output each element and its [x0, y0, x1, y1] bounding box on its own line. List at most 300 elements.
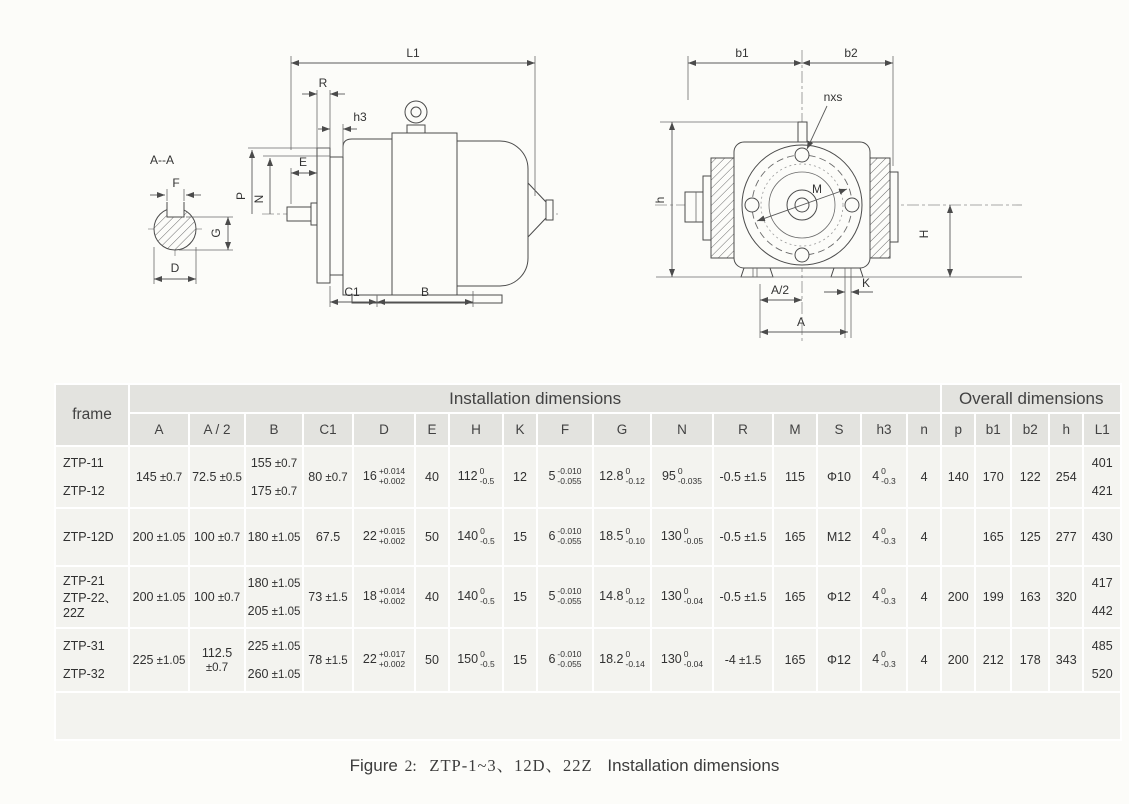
cell-value: 4 [920, 470, 928, 484]
frame-names [63, 569, 128, 625]
table-cell [861, 446, 907, 508]
cell-value: 170 [982, 470, 1004, 484]
table-cell [975, 446, 1011, 508]
frame-name: ZTP-22、22Z [63, 591, 118, 620]
cell-value: 6 -0.010 -0.055 [548, 526, 582, 546]
tolerance-pm: ±0.7 [214, 532, 241, 544]
cell-value: 122 [1019, 470, 1041, 484]
column-header: S [817, 413, 861, 446]
table-cell [245, 566, 303, 628]
table-cell [353, 446, 415, 508]
column-header: A [129, 413, 189, 446]
tolerance-stack: -0.010 -0.055 [557, 649, 582, 669]
tolerance-stack: 0 -0.5 [479, 466, 495, 486]
dual-line [1084, 604, 1120, 618]
cell-value: 100 ±0.7 [193, 590, 241, 604]
frame-name: ZTP-31 [63, 639, 105, 653]
cell-value: 130 0 -0.04 [660, 586, 704, 606]
cell-value: 5 -0.010 -0.055 [548, 466, 582, 486]
tolerance-pm: ±0.7 [271, 458, 298, 470]
column-header: b2 [1011, 413, 1049, 446]
tolerance-pm: ±0.7 [271, 486, 298, 498]
cell-value: 18.5 0 -0.10 [599, 526, 645, 546]
cell-value: 165 [784, 530, 806, 544]
cell-value: 15 [513, 590, 527, 604]
tolerance-stack: 0 -0.5 [480, 649, 495, 669]
cell-value: 442 [1091, 604, 1113, 618]
dual-line [1084, 456, 1120, 470]
column-header: D [353, 413, 415, 446]
table-cell [861, 566, 907, 628]
tolerance-pm: ±1.5 [741, 592, 767, 604]
column-header: h [1049, 413, 1083, 446]
cell-value: 520 [1091, 667, 1113, 681]
cell-value: 401 [1091, 456, 1113, 470]
caption-figure-label: Figure [349, 756, 398, 775]
table-cell [713, 508, 773, 566]
column-header: p [941, 413, 975, 446]
column-header: E [415, 413, 449, 446]
frame-cell [55, 446, 129, 508]
table-cell [651, 508, 713, 566]
table-cell [773, 628, 817, 692]
dim-label-m: M [812, 182, 822, 196]
tolerance-stack: 0 -0.12 [625, 466, 645, 486]
tolerance-pm: ±1.5 [741, 472, 767, 484]
cell-value: 12.8 0 -0.12 [599, 466, 645, 486]
cell-value: 80 ±0.7 [308, 470, 348, 484]
dual-line [1084, 484, 1120, 498]
dim-label-nxs: nxs [823, 90, 843, 104]
column-header: L1 [1083, 413, 1121, 446]
right-foot [831, 268, 863, 277]
header-row-columns [55, 413, 1121, 446]
table-cell [1049, 508, 1083, 566]
cell-value: -0.5 ±1.5 [719, 590, 767, 604]
frame-header: frame [55, 384, 129, 446]
table-cell [1011, 508, 1049, 566]
cell-value: 4 0 -0.3 [872, 649, 896, 669]
table-cell [1083, 446, 1121, 508]
dual-line [246, 576, 302, 590]
table-cell [129, 446, 189, 508]
column-header: H [449, 413, 503, 446]
mounting-flange [317, 148, 330, 283]
table-cell [907, 628, 941, 692]
table-cell [1011, 628, 1049, 692]
table-cell [303, 446, 353, 508]
dual-cell [1084, 571, 1120, 623]
column-header: N [651, 413, 713, 446]
column-header: A / 2 [189, 413, 245, 446]
table-cell [593, 628, 651, 692]
rear-housing [457, 141, 528, 286]
column-header: B [245, 413, 303, 446]
tolerance-stack: 0 -0.04 [683, 649, 704, 669]
cell-value: 112 0 -0.5 [457, 466, 495, 486]
tolerance-stack: 0 -0.035 [677, 466, 702, 486]
table-cell [651, 446, 713, 508]
cell-value: 140 0 -0.5 [457, 586, 495, 606]
cell-value: -4 ±1.5 [724, 653, 762, 667]
table-cell [941, 566, 975, 628]
cell-value: 50 [425, 530, 439, 544]
cell-value: 155 ±0.7 [250, 456, 298, 470]
cell-value: 18.2 0 -0.14 [599, 649, 645, 669]
cell-value: 4 [920, 590, 928, 604]
dual-cell [246, 634, 302, 686]
table-cell [651, 628, 713, 692]
table-cell [941, 508, 975, 566]
dim-label-b: B [420, 285, 430, 299]
tolerance-stack: 0 -0.05 [683, 526, 704, 546]
cell-value: 140 0 -0.5 [457, 526, 495, 546]
table-cell [593, 446, 651, 508]
table-cell [503, 566, 537, 628]
table-cell [449, 628, 503, 692]
tolerance-pm: ±1.05 [268, 532, 301, 544]
tolerance-stack: 0 -0.5 [480, 586, 495, 606]
frame-names [63, 634, 128, 686]
tolerance-stack: +0.017 +0.002 [378, 649, 406, 669]
shaft-section-drawing [148, 153, 233, 284]
table-cell [907, 566, 941, 628]
column-header: G [593, 413, 651, 446]
frame-cell: ZTP-12D [55, 508, 129, 566]
tolerance-stack: 0 -0.5 [480, 526, 495, 546]
cell-value: 125 [1019, 530, 1041, 544]
table-cell [817, 508, 861, 566]
table-cell [773, 446, 817, 508]
dim-label-h-overall: h [653, 196, 667, 204]
cell-value: 200 [947, 653, 969, 667]
dual-line [246, 604, 302, 618]
table-row [55, 628, 1121, 692]
dim-label-r: R [318, 76, 328, 90]
cell-value: 485 [1091, 639, 1113, 653]
cell-value: 200 [947, 590, 969, 604]
column-header: K [503, 413, 537, 446]
dim-label-e: E [298, 155, 308, 169]
dual-line [246, 639, 302, 653]
dimensions-table [54, 383, 1122, 741]
table-cell [975, 566, 1011, 628]
table-cell [651, 566, 713, 628]
cell-value: 40 [425, 470, 439, 484]
cell-value: 150 0 -0.5 [457, 649, 495, 669]
table-cell [503, 508, 537, 566]
table-cell [941, 628, 975, 692]
table-cell [303, 508, 353, 566]
cell-value: 95 0 -0.035 [661, 466, 702, 486]
column-header: F [537, 413, 593, 446]
tolerance-pm: ±1.5 [322, 592, 348, 604]
table-cell [907, 508, 941, 566]
column-header: C1 [303, 413, 353, 446]
cell-value: 6 -0.010 -0.055 [548, 649, 582, 669]
bolt-hole-bottom [795, 248, 809, 262]
table-cell [537, 446, 593, 508]
column-header: n [907, 413, 941, 446]
cell-value: 254 [1055, 470, 1077, 484]
table-cell [415, 628, 449, 692]
table-cell [861, 628, 907, 692]
cell-value: 417 [1091, 576, 1113, 590]
dim-label-k: K [861, 276, 871, 290]
table-cell [449, 566, 503, 628]
overall-dimensions-header: Overall dimensions [941, 384, 1121, 413]
cell-value: 5 -0.010 -0.055 [548, 586, 582, 606]
cell-value: 12 [513, 470, 527, 484]
cell-value: Φ12 [827, 653, 851, 667]
frame-name: ZTP-21 [63, 574, 105, 588]
table-cell [353, 508, 415, 566]
table-cell [593, 566, 651, 628]
dual-line [1084, 639, 1120, 653]
cell-value: 130 0 -0.05 [660, 526, 704, 546]
dim-label-a: A [796, 315, 806, 329]
cell-value: 22 +0.015 +0.002 [362, 526, 406, 546]
table-cell [713, 628, 773, 692]
dual-line [246, 484, 302, 498]
dim-label-a2: A/2 [770, 283, 790, 297]
dual-cell [246, 571, 302, 623]
cell-value: 180 ±1.05 [247, 530, 301, 544]
right-fins [870, 158, 890, 258]
table-cell [303, 628, 353, 692]
cell-value: 175 ±0.7 [250, 484, 298, 498]
cell-value: 100 ±0.7 [193, 530, 241, 544]
installation-dimensions-header: Installation dimensions [129, 384, 941, 413]
table-cell [245, 508, 303, 566]
keyway [167, 202, 184, 217]
cell-value: 421 [1091, 484, 1113, 498]
table-cell [415, 508, 449, 566]
cell-value: 115 [785, 470, 805, 484]
tolerance-stack: 0 -0.14 [625, 649, 645, 669]
cell-value: 112.5 ±0.7 [201, 646, 233, 674]
cell-value: 14.8 0 -0.12 [599, 586, 645, 606]
dim-label-n: N [252, 194, 266, 204]
cell-value: Φ12 [827, 590, 851, 604]
table-cell [593, 508, 651, 566]
table-cell [245, 628, 303, 692]
caption-models: ZTP-1~3、12D、22Z [429, 756, 593, 775]
cell-value: 430 [1091, 530, 1113, 544]
motor-side-view [234, 46, 558, 307]
table-cell [303, 566, 353, 628]
tolerance-pm: ±0.5 [216, 472, 242, 484]
table-cell [817, 566, 861, 628]
table-body [55, 446, 1121, 740]
cell-value: 15 [513, 530, 527, 544]
top-pin [798, 122, 807, 142]
table-cell [189, 628, 245, 692]
tolerance-pm: ±1.05 [268, 641, 301, 653]
table-cell [1049, 628, 1083, 692]
table-cell [1049, 446, 1083, 508]
table-cell [975, 628, 1011, 692]
tolerance-stack: 0 -0.12 [625, 586, 645, 606]
tolerance-pm: ±0.7 [205, 662, 229, 674]
table-cell [1083, 628, 1121, 692]
dim-label-g: G [209, 228, 223, 238]
bolt-hole-top [795, 148, 809, 162]
dual-cell [246, 451, 302, 503]
table-cell [861, 508, 907, 566]
dim-label-b2: b2 [844, 46, 858, 60]
cell-value: 4 0 -0.3 [872, 526, 896, 546]
table-cell [449, 446, 503, 508]
frame-names [63, 451, 128, 503]
motor-front-view [653, 46, 1022, 342]
technical-drawings [0, 0, 1129, 372]
table-cell [773, 566, 817, 628]
dim-label-d: D [170, 261, 180, 275]
dual-line [246, 456, 302, 470]
cell-value: 73 ±1.5 [308, 590, 348, 604]
dim-label-h3: h3 [353, 110, 367, 124]
table-cell [415, 446, 449, 508]
table-cell [353, 566, 415, 628]
dual-line [1084, 576, 1120, 590]
dual-line [1084, 667, 1120, 681]
tolerance-pm: ±0.7 [214, 592, 241, 604]
table-row [55, 446, 1121, 508]
cell-value: 130 0 -0.04 [660, 649, 704, 669]
cell-value: 145 ±0.7 [135, 470, 183, 484]
table-cell [353, 628, 415, 692]
cell-value: 22 +0.017 +0.002 [362, 649, 406, 669]
table-cell [537, 508, 593, 566]
cell-value: 16 +0.014 +0.002 [362, 466, 406, 486]
cell-value: -0.5 ±1.5 [719, 530, 767, 544]
table-cell [129, 628, 189, 692]
frame-cell [55, 566, 129, 628]
tolerance-stack: 0 -0.3 [881, 649, 896, 669]
tolerance-pm: ±1.05 [153, 532, 186, 544]
motor-body [392, 133, 457, 295]
caption-figure-number: 2: [404, 758, 417, 775]
tolerance-stack: +0.014 +0.002 [378, 586, 406, 606]
frame-name: ZTP-32 [63, 667, 105, 681]
frame-cell [55, 628, 129, 692]
tolerance-pm: ±0.7 [156, 472, 183, 484]
dim-label-p: P [234, 191, 248, 201]
tolerance-stack: 0 -0.10 [625, 526, 645, 546]
cell-value: 205 ±1.05 [247, 604, 301, 618]
dim-label-f: F [172, 176, 180, 190]
bolt-hole-left [745, 198, 759, 212]
table-cell [1011, 446, 1049, 508]
shaft [287, 207, 311, 221]
tolerance-stack: +0.015 +0.002 [378, 526, 406, 546]
tolerance-stack: -0.010 -0.055 [557, 466, 582, 486]
frame-name: ZTP-11 [63, 456, 104, 470]
table-cell [975, 508, 1011, 566]
cell-value: 199 [982, 590, 1004, 604]
table-cell [415, 566, 449, 628]
table-cell [1083, 508, 1121, 566]
table-cell [189, 508, 245, 566]
cell-value: 165 [784, 653, 806, 667]
dual-cell [1084, 634, 1120, 686]
table-cell [817, 628, 861, 692]
table-cell [245, 446, 303, 508]
bolt-hole-right [845, 198, 859, 212]
table-cell [503, 446, 537, 508]
dimension-table-wrap [54, 383, 1120, 741]
cell-value: 225 ±1.05 [132, 653, 186, 667]
cell-value: 78 ±1.5 [308, 653, 348, 667]
cell-value: Φ10 [827, 470, 851, 484]
front-housing [343, 139, 392, 295]
cell-value: 140 [947, 470, 969, 484]
table-head [55, 384, 1121, 446]
caption-text: Installation dimensions [607, 756, 780, 775]
tolerance-pm: ±1.5 [322, 655, 348, 667]
cell-value: 72.5 ±0.5 [192, 470, 242, 484]
table-cell [1011, 566, 1049, 628]
cell-value: 40 [425, 590, 439, 604]
section-label: A--A [150, 153, 174, 167]
cell-value: 4 0 -0.3 [872, 466, 896, 486]
tolerance-stack: 0 -0.04 [683, 586, 704, 606]
cell-value: 212 [982, 653, 1004, 667]
table-cell [537, 566, 593, 628]
dim-label-l1: L1 [406, 46, 420, 60]
cell-value: M12 [826, 530, 852, 544]
cell-value: 50 [425, 653, 439, 667]
tolerance-pm: ±1.5 [741, 532, 767, 544]
tolerance-stack: 0 -0.3 [881, 586, 896, 606]
tolerance-stack: 0 -0.3 [881, 526, 896, 546]
tolerance-pm: ±1.05 [153, 592, 186, 604]
tolerance-pm: ±1.05 [268, 606, 301, 618]
cell-value: 200 ±1.05 [132, 590, 186, 604]
tolerance-stack: -0.010 -0.055 [557, 586, 582, 606]
cell-value: 225 ±1.05 [247, 639, 301, 653]
cell-value: 4 [920, 653, 928, 667]
dual-line [246, 667, 302, 681]
cell-value: 15 [513, 653, 527, 667]
left-fins [711, 158, 734, 258]
cell-value: 67.5 [315, 530, 341, 544]
tolerance-pm: ±1.05 [268, 578, 301, 590]
tail-cone [528, 183, 546, 237]
column-header: M [773, 413, 817, 446]
column-header: R [713, 413, 773, 446]
cell-value: 165 [982, 530, 1004, 544]
cell-value: 260 ±1.05 [247, 667, 301, 681]
dual-cell [1084, 451, 1120, 503]
table-cell [1083, 566, 1121, 628]
cell-value: 18 +0.014 +0.002 [362, 586, 406, 606]
table-cell [713, 446, 773, 508]
tolerance-pm: ±1.05 [268, 669, 301, 681]
cell-value: 4 [920, 530, 928, 544]
table-row [55, 508, 1121, 566]
dim-label-c1: C1 [344, 285, 360, 299]
table-cell [941, 446, 975, 508]
header-row-groups [55, 384, 1121, 413]
cell-value: 178 [1019, 653, 1041, 667]
dim-label-shaft-height: H [917, 229, 931, 239]
cell-value: 165 [784, 590, 806, 604]
cell-value: 180 ±1.05 [247, 576, 301, 590]
table-empty-band [55, 692, 1121, 740]
cell-value: 200 ±1.05 [132, 530, 186, 544]
